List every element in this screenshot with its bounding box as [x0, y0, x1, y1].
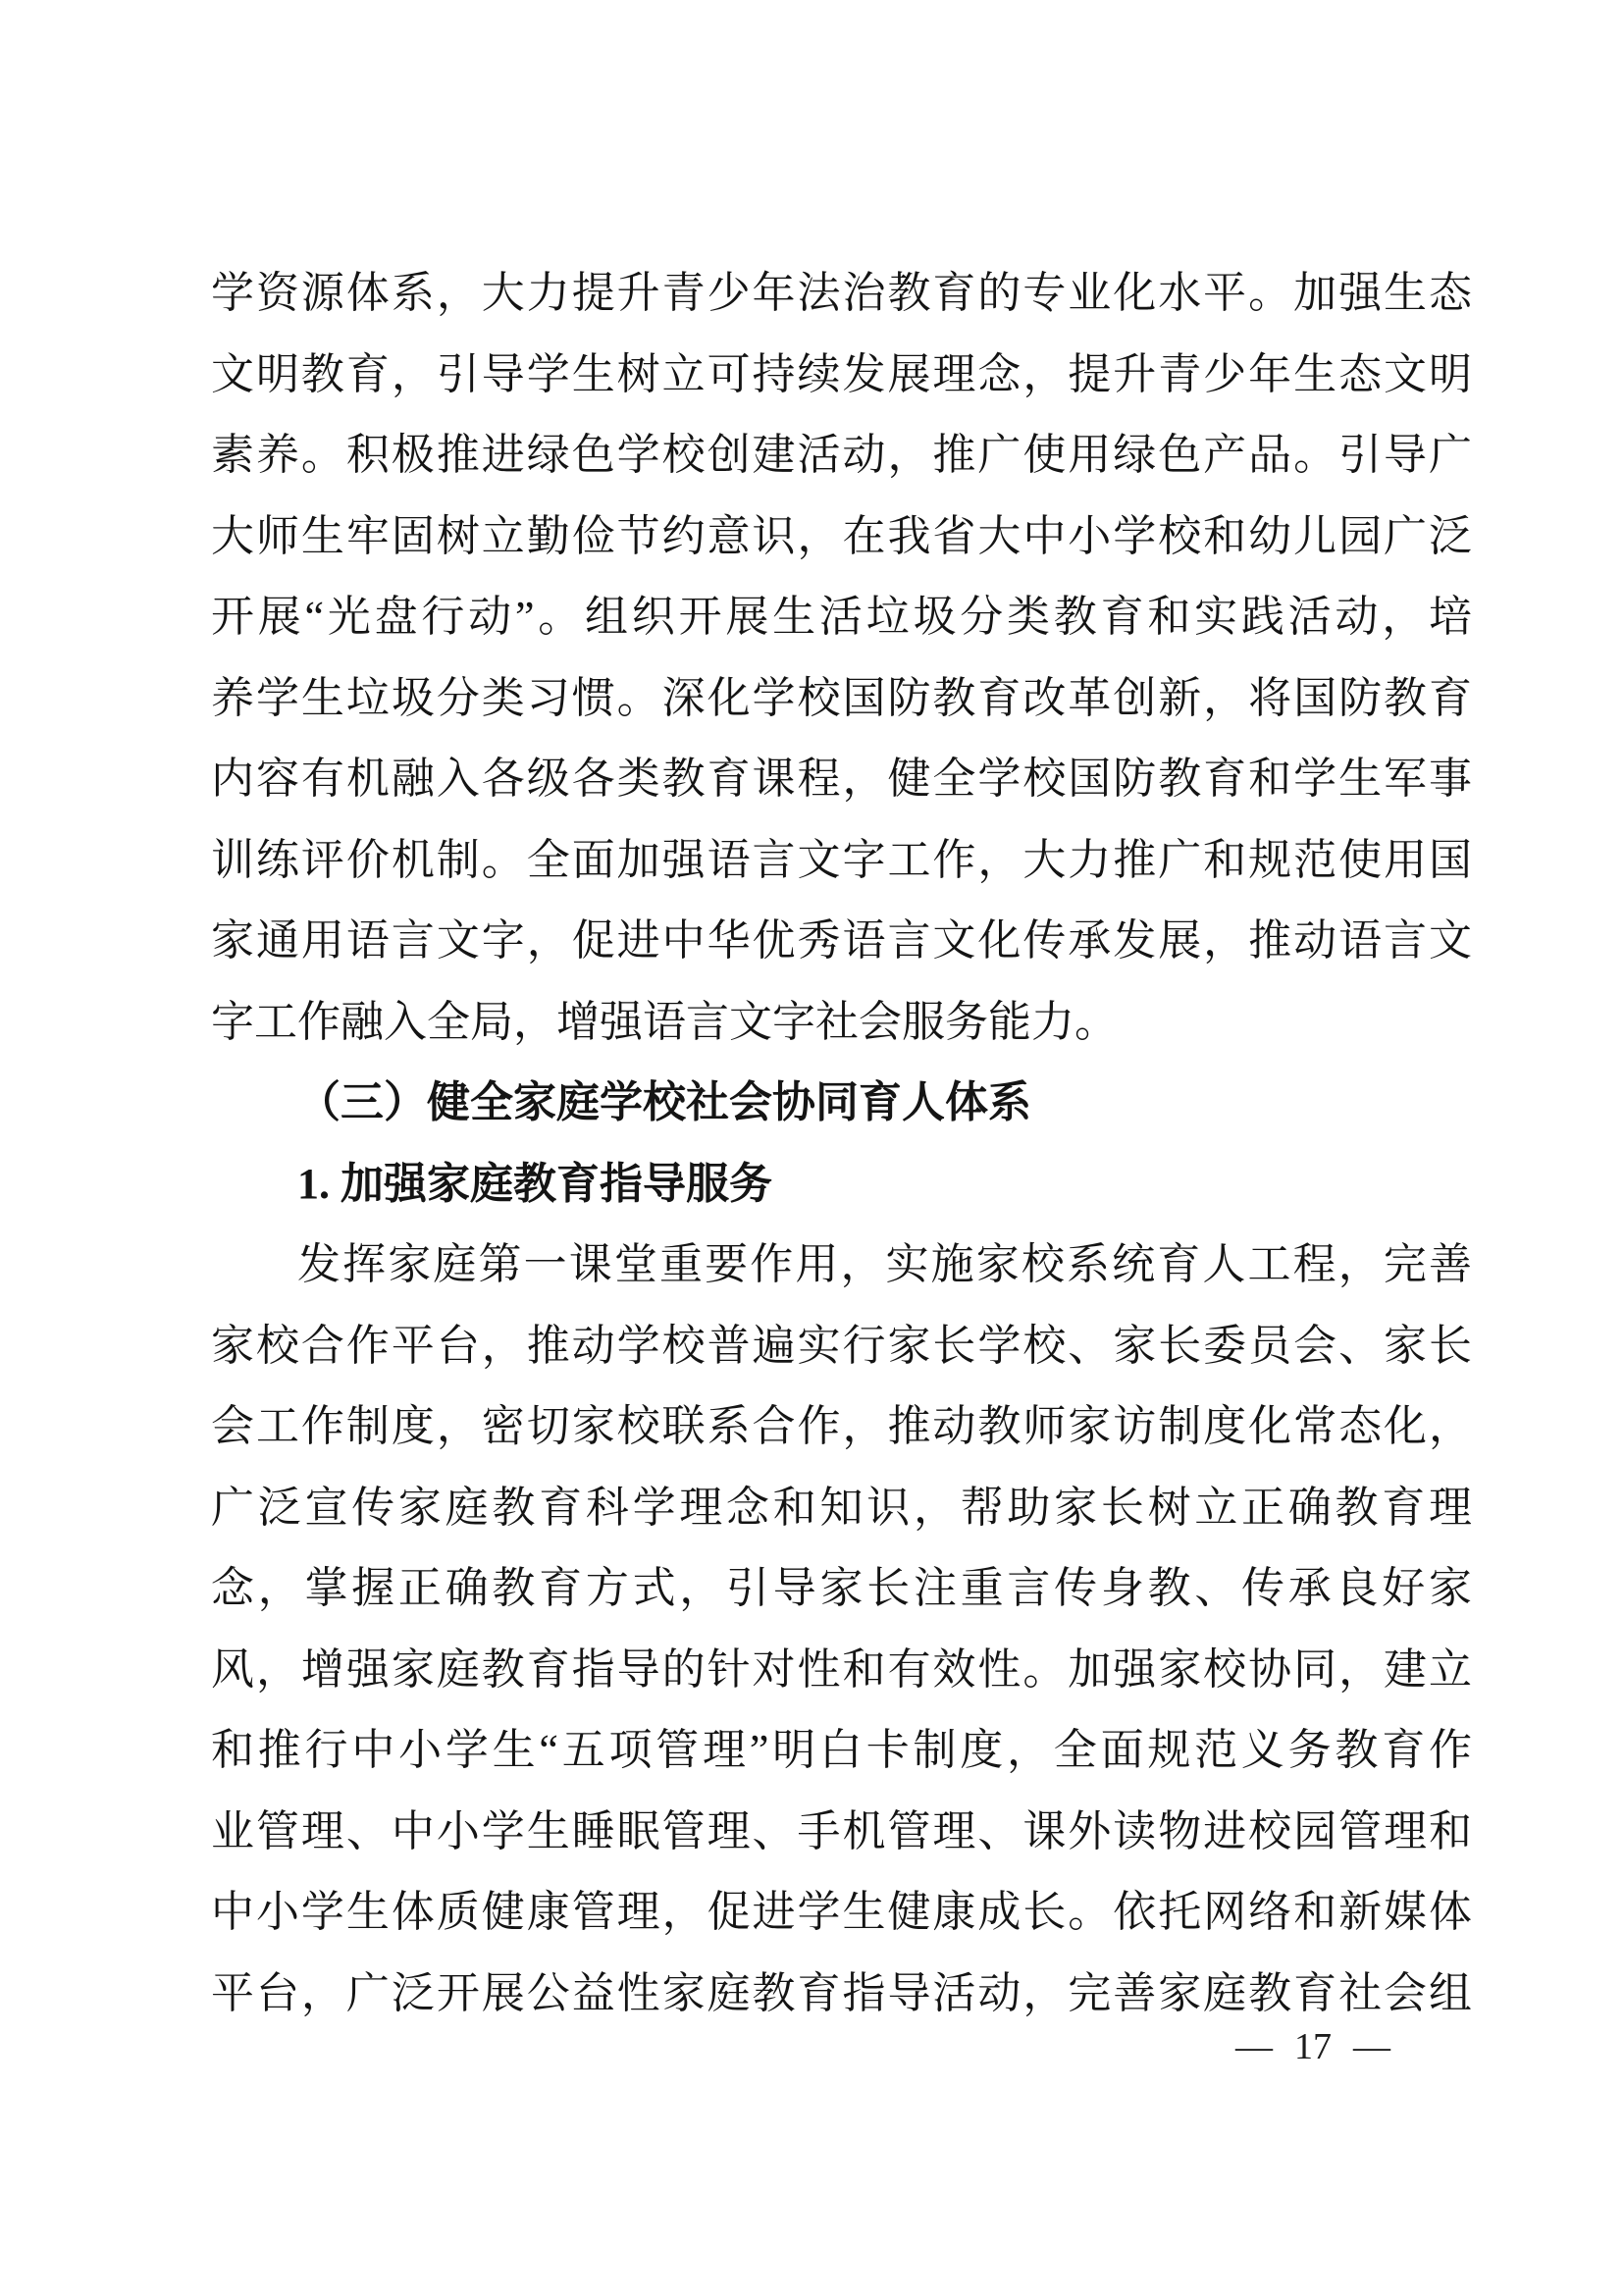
text-line: 训练评价机制。全面加强语言文字工作，大力推广和规范使用国	[211, 835, 1472, 884]
text-line: 中小学生体质健康管理，促进学生健康成长。依托网络和新媒体	[211, 1888, 1472, 1936]
text-line: 大师生牢固树立勤俭节约意识，在我省大中小学校和幼儿园广泛	[211, 511, 1472, 560]
text-line: 素养。积极推进绿色学校创建活动，推广使用绿色产品。引导广	[211, 431, 1472, 479]
page-number-dash-right: —	[1353, 2026, 1390, 2067]
text-line: 内容有机融入各级各类教育课程，健全学校国防教育和学生军事	[211, 755, 1472, 803]
text-line: 家校合作平台，推动学校普遍实行家长学校、家长委员会、家长	[211, 1321, 1472, 1370]
page-number-dash-left: —	[1235, 2026, 1273, 2067]
text-line: 字工作融入全局，增强语言文字社会服务能力。	[211, 997, 1118, 1046]
text-line: 会工作制度，密切家校联系合作，推动教师家访制度化常态化，	[211, 1402, 1472, 1450]
section-heading: （三）健全家庭学校社会协同育人体系	[297, 1078, 1031, 1126]
text-line: 文明教育，引导学生树立可持续发展理念，提升青少年生态文明	[211, 349, 1472, 398]
text-line: 风，增强家庭教育指导的针对性和有效性。加强家校协同，建立	[211, 1644, 1472, 1694]
text-line: 开展“光盘行动”。组织开展生活垃圾分类教育和实践活动，培	[211, 593, 1472, 641]
text-line: 和推行中小学生“五项管理”明白卡制度，全面规范义务教育作	[211, 1726, 1472, 1774]
text-line: 养学生垃圾分类习惯。深化学校国防教育改革创新，将国防教育	[211, 673, 1472, 722]
paragraph-first-line: 发挥家庭第一课堂重要作用，实施家校系统育人工程，完善	[297, 1240, 1472, 1288]
page-number	[1235, 2027, 1390, 2066]
text-block	[211, 253, 1472, 2034]
text-line: 家通用语言文字，促进中华优秀语言文化传承发展，推动语言文	[211, 916, 1472, 965]
text-line: 业管理、中小学生睡眠管理、手机管理、课外读物进校园管理和	[211, 1806, 1472, 1855]
subsection-heading: 1. 加强家庭教育指导服务	[297, 1159, 772, 1208]
page-number-value: 17	[1294, 2026, 1332, 2067]
text-line: 平台，广泛开展公益性家庭教育指导活动，完善家庭教育社会组	[211, 1968, 1472, 2017]
text-line: 广泛宣传家庭教育科学理念和知识，帮助家长树立正确教育理	[211, 1483, 1472, 1532]
text-line: 念，掌握正确教育方式，引导家长注重言传身教、传承良好家	[211, 1564, 1472, 1612]
text-line: 学资源体系，大力提升青少年法治教育的专业化水平。加强生态	[211, 269, 1472, 317]
